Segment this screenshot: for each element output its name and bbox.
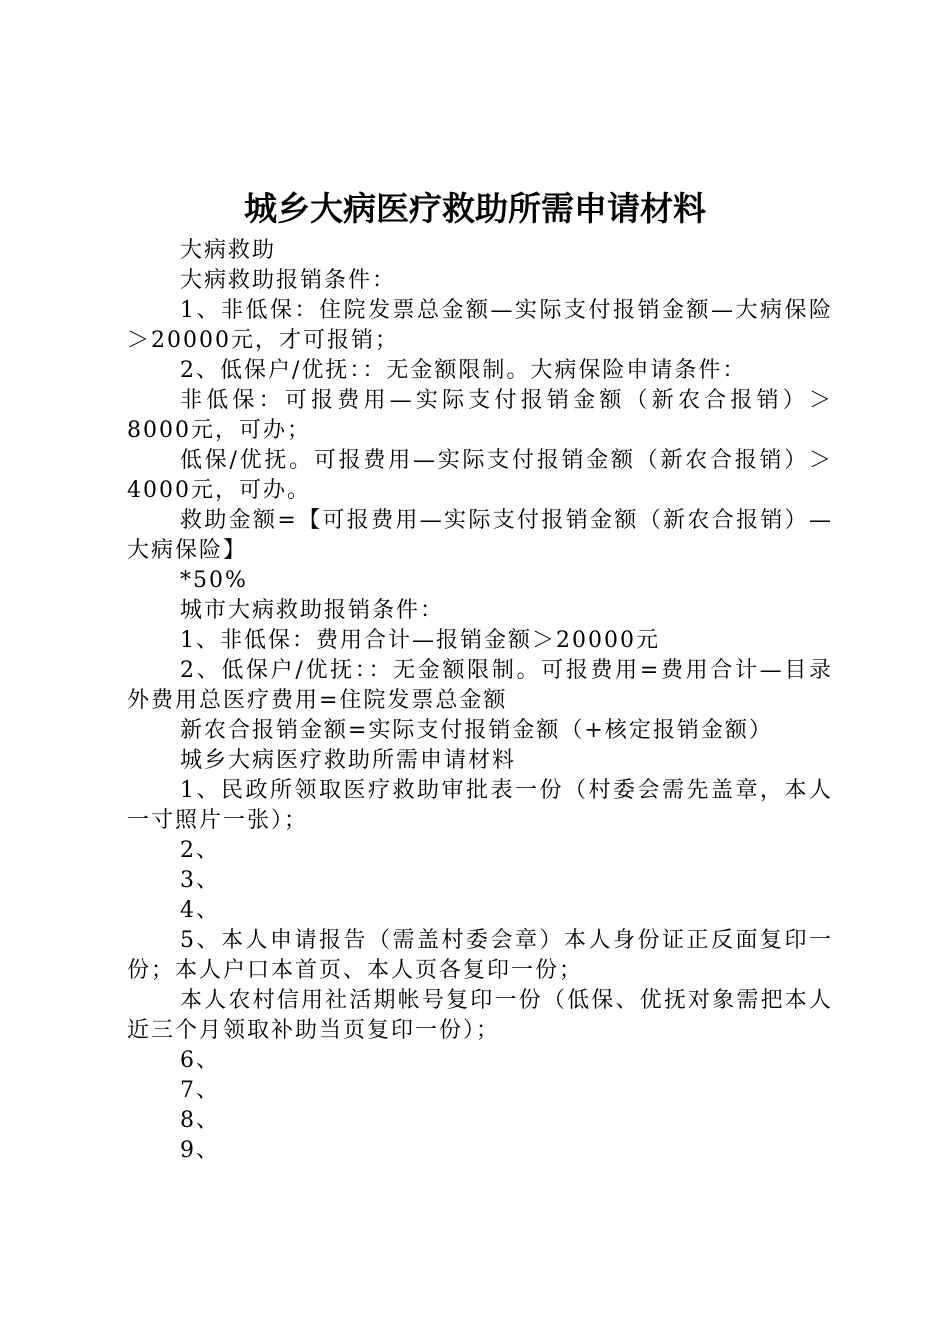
paragraph: 8、 xyxy=(180,1108,220,1133)
paragraph: 2、低保户/优抚：：无金额限制。可报费用=费用合计—目录外费用总医疗费用=住院发票总金额 xyxy=(127,658,833,713)
paragraph: 1、非低保：费用合计—报销金额＞20000元 xyxy=(180,628,660,653)
paragraph: 5、本人申请报告（需盖村委会章）本人身份证正反面复印一份；本人户口本首页、本人页各复印一份； xyxy=(127,928,833,983)
paragraph: 2、低保户/优抚：：无金额限制。大病保险申请条件： xyxy=(180,358,747,383)
document-body xyxy=(127,236,833,1166)
paragraph: 7、 xyxy=(180,1078,220,1103)
document-title: 城乡大病医疗救助所需申请材料 xyxy=(244,189,706,228)
paragraph: *50% xyxy=(180,568,248,593)
paragraph: 新农合报销金额=实际支付报销金额（+核定报销金额） xyxy=(180,718,773,743)
paragraph: 1、非低保：住院发票总金额—实际支付报销金额—大病保险＞20000元，才可报销； xyxy=(127,298,833,353)
paragraph: 救助金额=【可报费用—实际支付报销金额（新农合报销）—大病保险】 xyxy=(127,508,833,563)
paragraph: 城市大病救助报销条件： xyxy=(180,598,445,623)
paragraph: 非低保：可报费用—实际支付报销金额（新农合报销）＞8000元，可办； xyxy=(127,388,833,443)
paragraph: 城乡大病医疗救助所需申请材料 xyxy=(180,748,517,773)
paragraph: 6、 xyxy=(180,1048,220,1073)
paragraph: 9、 xyxy=(180,1138,220,1163)
paragraph: 大病救助报销条件： xyxy=(180,268,397,293)
paragraph: 低保/优抚。可报费用—实际支付报销金额（新农合报销）＞4000元，可办。 xyxy=(127,448,833,503)
paragraph: 2、 xyxy=(180,838,220,863)
paragraph: 3、 xyxy=(180,868,220,893)
paragraph: 1、民政所领取医疗救助审批表一份（村委会需先盖章，本人一寸照片一张）； xyxy=(127,778,833,833)
paragraph: 本人农村信用社活期帐号复印一份（低保、优抚对象需把本人近三个月领取补助当页复印一份）； xyxy=(127,988,833,1043)
paragraph: 4、 xyxy=(180,898,220,923)
paragraph: 大病救助 xyxy=(180,238,277,263)
